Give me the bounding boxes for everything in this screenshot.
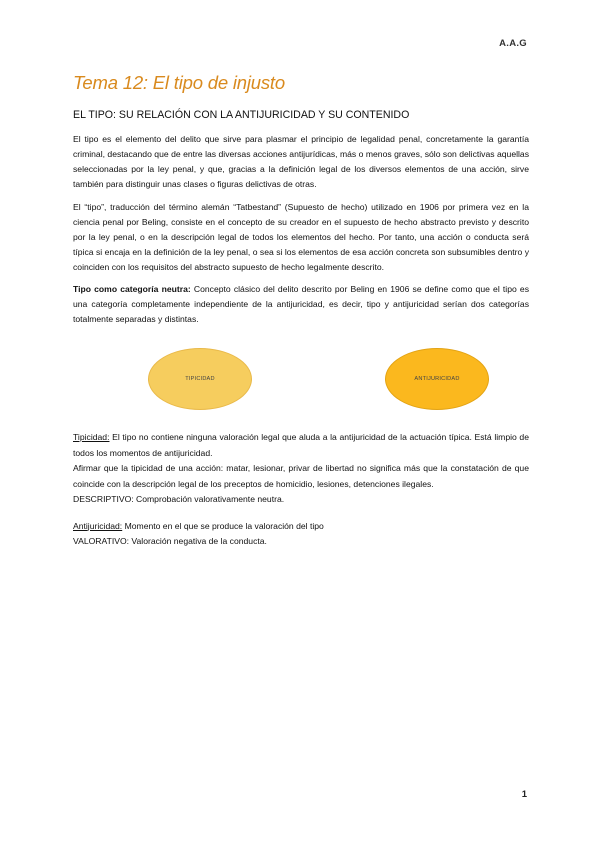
section-heading: EL TIPO: SU RELACIÓN CON LA ANTIJURICIDAD Y SU CONTENIDO (73, 109, 410, 121)
antijuricidad-line-1 (73, 519, 529, 535)
categoria-neutra-body: Concepto clásico del delito descrito por Beling en 1906 se define como que el tipo es una categoría completamente independiente de la antijuricidad, es decir, tipo y antijuricidad serían dos categorías totalmente separadas y distintas. (73, 284, 529, 324)
categoria-neutra-lead: Tipo como categoría neutra: (73, 284, 191, 294)
page-number: 1 (521, 789, 527, 800)
tipicidad-ellipse (148, 348, 252, 410)
tipicidad-line-1 (73, 430, 529, 461)
tipicidad-section (73, 430, 529, 508)
antijuricidad-ellipse (385, 348, 489, 410)
header-initials: A.A.G (499, 38, 527, 49)
antijuricidad-section (73, 519, 529, 550)
tipicidad-term: Tipicidad: (73, 432, 110, 442)
page-title: Tema 12: El tipo de injusto (73, 72, 285, 93)
tipicidad-line-2: Afirmar que la tipicidad de una acción: matar, lesionar, privar de libertad no significa más que la constatación de que coincide con la descripción legal de los preceptos de homicidio, lesiones, detenciones ilegales. (73, 463, 529, 489)
tipicidad-ellipse-label: TIPICIDAD (185, 376, 215, 382)
paragraph-tatbestand: El “tipo”, traducción del término alemán “Tatbestand” (Supuesto de hecho) utilizado en 1906 por primera vez en la ciencia penal por Beling, consiste en el concepto de su creador en el supuesto de hecho abstracto previsto y descrito por la ley penal, o en la descripción legal de todos los elementos del hecho. Por tanto, una acción o conducta será típica si encaja en la definición de la ley penal, o sea si los elementos de esa acción concreta son subsumibles dentro y coinciden con los requisitos del abstracto supuesto de hecho legalmente descrito. (73, 202, 529, 272)
tipicidad-line-1-body: El tipo no contiene ninguna valoración legal que aluda a la antijuricidad de la actuación típica. Está limpio de todos los momentos de antijuricidad. (73, 432, 529, 458)
paragraph-tipo-definicion: El tipo es el elemento del delito que sirve para plasmar el principio de legalidad penal, concretamente la garantía criminal, destacando que de entre las diversas acciones antijurídicas, más o menos graves, sólo son delictivas aquellas seleccionadas por la ley penal, y que, gracias a la definición legal de los diversos elementos de una acción, sirve también para distinguir unas clases o figuras delictivas de otras. (73, 134, 529, 189)
categories-diagram (73, 336, 529, 428)
antijuricidad-line-1-body: Momento en el que se produce la valoración del tipo (122, 520, 324, 531)
antijuricidad-ellipse-label: ANTIJURICIDAD (414, 376, 460, 382)
antijuricidad-line-2: VALORATIVO: Valoración negativa de la conducta. (73, 536, 267, 546)
antijuricidad-term: Antijuricidad: (73, 520, 123, 531)
paragraph-categoria-neutra (73, 282, 529, 327)
page-content (73, 72, 529, 550)
tipicidad-line-3: DESCRIPTIVO: Comprobación valorativamente neutra. (73, 494, 285, 504)
